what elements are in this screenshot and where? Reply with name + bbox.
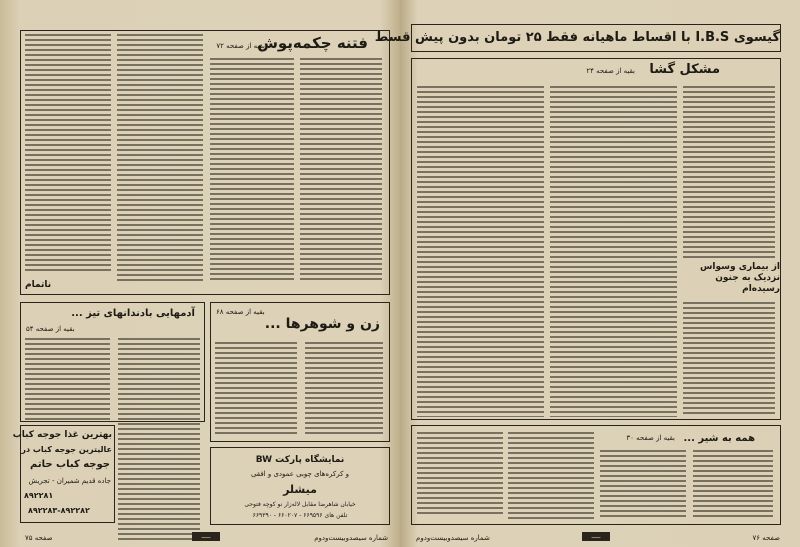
ad-text: جاده قدیم شمیران - تجریش (28, 477, 111, 485)
article-title: زن و شوهرها ... (264, 316, 380, 332)
subheading: از بیماری وسواس نزدیک به جنون رسیده‌ام (699, 262, 780, 294)
ad-text: و کرکره‌های چوبی عمودی و افقی (250, 470, 350, 478)
ad-text: عالیترین جوجه کباب در (21, 445, 112, 454)
banner-text: گیسوی I.B.S با اقساط ماهیانه فقط ۲۵ تومان بدون پیش قسط (374, 30, 780, 45)
text-column (215, 342, 297, 435)
text-column (305, 342, 383, 435)
continued-label: بقیه از صفحه ۳۰ (626, 434, 675, 442)
text-column (417, 432, 503, 514)
ad-phone: ۸۹۲۲۸۳-۸۹۲۲۸۲ (28, 506, 90, 515)
magazine-logo: ـــــ (192, 532, 220, 541)
ad-brand: میشلر (283, 483, 317, 496)
continued-label: بقیه از صفحه ۶۸ (216, 308, 265, 316)
text-column (508, 432, 594, 520)
text-column (25, 34, 111, 274)
article-title: آدمهایی بادندانهای تیز ... (71, 308, 195, 319)
ad-text: نمایشگاه پارکت BW (255, 455, 345, 465)
text-column (118, 338, 200, 540)
article-title: همه به شیر ... (683, 433, 755, 444)
text-column (300, 58, 382, 281)
ad-text: بهترین غذا جوجه کباب (12, 430, 112, 440)
text-column (25, 338, 110, 420)
article-title: مشکل گشا (649, 62, 720, 77)
text-column (117, 34, 203, 281)
text-column (693, 450, 773, 520)
magazine-logo: ـــــ (582, 532, 610, 541)
page-number: صفحه ۷۵ (25, 534, 53, 542)
text-column (600, 450, 686, 520)
ad-text: خیابان شاهرضا مقابل لاله‌زار نو کوچه فتوحی (244, 501, 356, 508)
text-column (683, 86, 775, 258)
text-column (210, 58, 294, 281)
right-page (374, 0, 800, 547)
continued-label: بقیه از صفحه ۲۴ (586, 67, 635, 75)
text-column (417, 86, 544, 417)
article-title: فتنه چکمه‌پوش (257, 34, 368, 52)
issue-number: شماره سیصدوبیست‌ودوم (314, 534, 388, 542)
text-column (683, 302, 775, 417)
ad-phone: تلفن های ۶۶۹۵۹۶ - ۶۶۰۲۰۷ - ۶۶۹۳۹۰ (252, 512, 348, 519)
page-number: صفحه ۷۶ (752, 534, 780, 542)
continued-label: بقیه از صفحه ۵۴ (26, 325, 75, 333)
text-column (550, 86, 677, 417)
continued-label: بقیه از صفحه ۷۲ (216, 42, 265, 50)
issue-number: شماره سیصدوبیست‌ودوم (416, 534, 490, 542)
ad-banner (374, 24, 781, 52)
end-note: ناتمام (25, 280, 52, 290)
ad-text: جوجه کباب حاتم (30, 459, 110, 470)
ad-phone: ۸۹۲۲۸۱ (24, 491, 54, 500)
